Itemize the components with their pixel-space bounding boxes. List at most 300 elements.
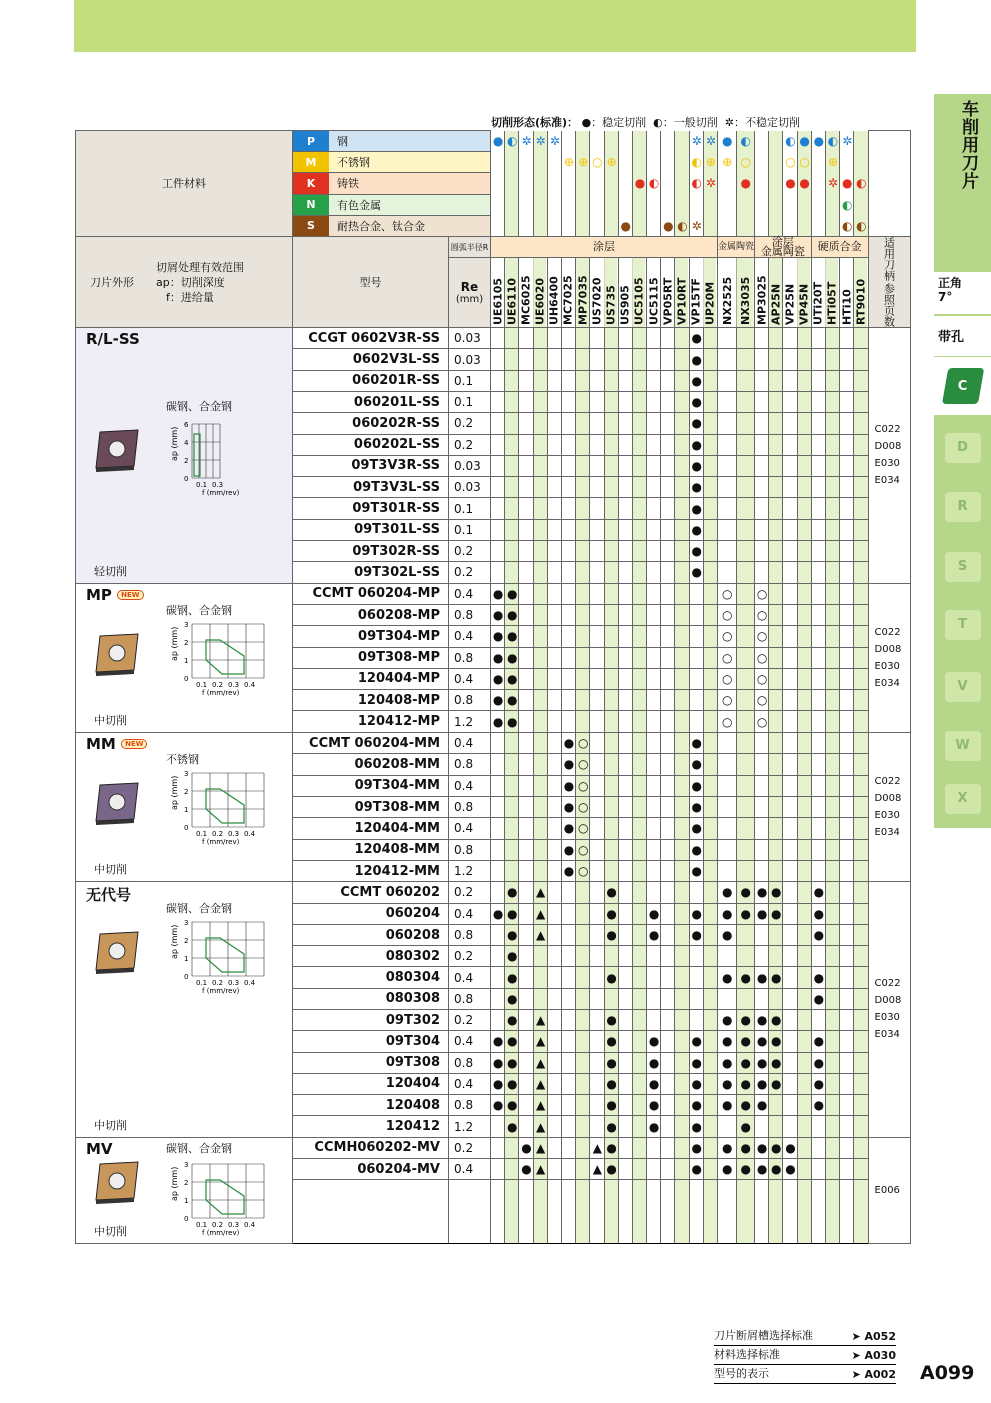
- chart-ap-tick: 2: [184, 787, 189, 796]
- grade-mark: [854, 988, 868, 1009]
- grade-mark: [797, 498, 811, 519]
- model-number[interactable]: 09T308: [293, 1052, 449, 1073]
- grade-mark: [675, 477, 689, 498]
- grade-mark: [783, 818, 797, 839]
- reference-page[interactable]: E034: [874, 1029, 900, 1041]
- model-number[interactable]: 0602V3L-SS: [293, 349, 449, 370]
- grade-mark: [547, 519, 561, 540]
- grade-mark: [840, 711, 854, 732]
- material-mark: ◐: [675, 215, 689, 236]
- grade-mark: [783, 434, 797, 455]
- grade-name: UE6105: [491, 258, 505, 328]
- grade-mark: [519, 946, 533, 967]
- grade-mark: [703, 477, 717, 498]
- grade-mark: [590, 626, 604, 647]
- grade-mark: [590, 775, 604, 796]
- grade-mark: [632, 1009, 646, 1030]
- grade-mark: [590, 1095, 604, 1116]
- grade-mark: [736, 498, 755, 519]
- grade-mark: [825, 1095, 839, 1116]
- grade-mark: ●: [604, 1095, 618, 1116]
- grade-mark: [769, 540, 783, 561]
- grade-mark: [590, 988, 604, 1009]
- grade-mark: ●: [689, 1095, 703, 1116]
- blank-cell: [675, 1222, 689, 1243]
- nav-link-material[interactable]: 材料选择标准 ➤ A030: [714, 1346, 896, 1365]
- grade-mark: ●: [505, 604, 519, 625]
- grade-mark: [491, 796, 505, 817]
- corner-radius: 0.1: [449, 519, 491, 540]
- reference-page[interactable]: C022: [874, 978, 901, 990]
- blank-cell: [718, 1222, 737, 1243]
- grade-mark: [811, 860, 825, 881]
- grade-mark: [661, 668, 675, 689]
- shape-tab-t[interactable]: [934, 595, 991, 653]
- grade-mark: [547, 668, 561, 689]
- grade-mark: [783, 1095, 797, 1116]
- material-name: 不锈钢: [329, 152, 490, 172]
- blank-cell: [825, 1201, 839, 1222]
- grade-mark: ●: [491, 903, 505, 924]
- model-number[interactable]: 09T304-MP: [293, 626, 449, 647]
- model-number[interactable]: 09T302L-SS: [293, 562, 449, 583]
- model-number[interactable]: 120412: [293, 1116, 449, 1137]
- grade-mark: ●: [718, 924, 737, 945]
- grade-mark: [590, 540, 604, 561]
- grade-mark: ▲: [533, 1031, 547, 1052]
- material-mark: [505, 194, 519, 215]
- model-number[interactable]: 120408: [293, 1095, 449, 1116]
- grade-mark: [854, 732, 868, 753]
- blank-cell: [449, 1180, 491, 1201]
- grade-mark: [797, 626, 811, 647]
- range-label: 切屑处理有效范围: [156, 260, 244, 274]
- material-mark: [718, 173, 737, 194]
- grade-mark: [576, 328, 590, 349]
- reference-page[interactable]: E006: [874, 1184, 900, 1196]
- holder-label: 适用刀柄: [882, 237, 896, 282]
- grade-mark: [797, 839, 811, 860]
- grade-mark: [718, 818, 737, 839]
- grade-mark: [491, 860, 505, 881]
- grade-mark: [590, 349, 604, 370]
- grade-mark: [675, 328, 689, 349]
- grade-mark: [840, 839, 854, 860]
- grade-mark: [604, 839, 618, 860]
- model-number[interactable]: 060201R-SS: [293, 370, 449, 391]
- grade-mark: [675, 540, 689, 561]
- grade-mark: [505, 519, 519, 540]
- grade-mark: [604, 796, 618, 817]
- grade-mark: ●: [689, 1052, 703, 1073]
- grade-mark: [561, 1052, 575, 1073]
- grade-mark: [647, 775, 661, 796]
- grade-mark: [618, 498, 632, 519]
- shape-tab-c[interactable]: [934, 357, 991, 415]
- grade-mark: [703, 1116, 717, 1137]
- material-mark: [576, 194, 590, 215]
- material-mark: [632, 131, 646, 152]
- reference-page[interactable]: D008: [874, 643, 902, 655]
- model-number[interactable]: 080308: [293, 988, 449, 1009]
- grade-mark: [590, 818, 604, 839]
- grade-mark: [675, 839, 689, 860]
- reference-page[interactable]: E034: [874, 677, 900, 689]
- model-number[interactable]: CCMH060202-MV: [293, 1137, 449, 1158]
- reference-page[interactable]: E030: [874, 458, 900, 470]
- grade-mark: ▲: [533, 1073, 547, 1094]
- grade-mark: [519, 1031, 533, 1052]
- material-mark: [547, 194, 561, 215]
- grade-mark: ○: [718, 668, 737, 689]
- grade-mark: [576, 1116, 590, 1137]
- grade-mark: ▲: [533, 903, 547, 924]
- corner-radius: 0.8: [449, 647, 491, 668]
- grade-mark: [576, 1158, 590, 1179]
- blank-cell: [561, 1201, 575, 1222]
- model-number[interactable]: 060208: [293, 924, 449, 945]
- grade-mark: [505, 455, 519, 476]
- reference-page[interactable]: E030: [874, 1012, 900, 1024]
- reference-page[interactable]: E030: [874, 810, 900, 822]
- model-number[interactable]: CCMT 060202: [293, 882, 449, 903]
- shape-tab-x[interactable]: [934, 769, 991, 827]
- shape-tab-s[interactable]: [934, 537, 991, 595]
- model-number[interactable]: 120408-MM: [293, 839, 449, 860]
- grade-mark: ●: [689, 1158, 703, 1179]
- grade-mark: [797, 754, 811, 775]
- grade-name: AP25N: [769, 258, 783, 328]
- grade-mark: [647, 604, 661, 625]
- grade-mark: [661, 477, 675, 498]
- chart-f-tick: 0.1: [196, 979, 208, 988]
- model-number[interactable]: 09T302R-SS: [293, 540, 449, 561]
- grade-mark: [675, 903, 689, 924]
- grade-mark: ●: [519, 1137, 533, 1158]
- model-number[interactable]: CCMT 060204-MP: [293, 583, 449, 604]
- blank-cell: [797, 1201, 811, 1222]
- model-number[interactable]: 09T301R-SS: [293, 498, 449, 519]
- grade-mark: [618, 1031, 632, 1052]
- grade-mark: [618, 732, 632, 753]
- material-name: 钢: [329, 131, 490, 151]
- material-mark: [854, 194, 868, 215]
- model-number[interactable]: 120412-MP: [293, 711, 449, 732]
- grade-mark: [604, 754, 618, 775]
- grade-mark: [854, 434, 868, 455]
- material-mark: ◐: [689, 152, 703, 173]
- grade-mark: [519, 1073, 533, 1094]
- material-tag: S: [293, 216, 329, 236]
- grade-mark: [576, 711, 590, 732]
- grade-mark: [811, 498, 825, 519]
- reference-page[interactable]: E034: [874, 827, 900, 839]
- grade-mark: [604, 370, 618, 391]
- model-number[interactable]: 09T308-MM: [293, 796, 449, 817]
- grade-mark: [703, 604, 717, 625]
- grade-mark: [561, 1009, 575, 1030]
- grade-mark: [769, 988, 783, 1009]
- model-number[interactable]: 120408-MP: [293, 690, 449, 711]
- grade-mark: [590, 903, 604, 924]
- model-number[interactable]: 060208-MM: [293, 754, 449, 775]
- model-number[interactable]: 09T3V3L-SS: [293, 477, 449, 498]
- nav-link-chipbreaker[interactable]: 刀片断屑槽选择标准 ➤ A052: [714, 1327, 896, 1346]
- grade-mark: [647, 562, 661, 583]
- model-number[interactable]: 060208-MP: [293, 604, 449, 625]
- grade-mark: [840, 668, 854, 689]
- chipbreaker-chart: [168, 769, 278, 846]
- shape-tab-v[interactable]: [934, 657, 991, 715]
- insert-row: [76, 882, 911, 903]
- grade-mark: [547, 967, 561, 988]
- grade-mark: [825, 839, 839, 860]
- material-mark: [519, 152, 533, 173]
- grade-mark: [632, 434, 646, 455]
- grade-mark: [736, 796, 755, 817]
- grade-mark: [604, 668, 618, 689]
- grade-mark: [561, 498, 575, 519]
- reference-page[interactable]: C022: [874, 776, 901, 788]
- grade-mark: [675, 562, 689, 583]
- grade-mark: [547, 711, 561, 732]
- header-band: [74, 0, 916, 52]
- grade-mark: [533, 711, 547, 732]
- blank-cell: [769, 1201, 783, 1222]
- reference-page[interactable]: C022: [874, 626, 901, 638]
- material-mark: ⊕: [825, 152, 839, 173]
- blank-cell: [689, 1222, 703, 1243]
- model-number[interactable]: 080302: [293, 946, 449, 967]
- grade-mark: [647, 690, 661, 711]
- grade-mark: [718, 1116, 737, 1137]
- grade-mark: [661, 882, 675, 903]
- blank-cell: [647, 1201, 661, 1222]
- grade-mark: [854, 860, 868, 881]
- grade-name: US7020: [590, 258, 604, 328]
- chart-f-axis: f (mm/rev): [202, 987, 240, 996]
- grade-mark: [661, 818, 675, 839]
- corner-radius: 0.03: [449, 349, 491, 370]
- grade-mark: [618, 1009, 632, 1030]
- blank-cell: [618, 1222, 632, 1243]
- material-p: [293, 131, 491, 152]
- corner-radius: 0.2: [449, 1009, 491, 1030]
- grade-mark: ●: [718, 882, 737, 903]
- material-mark: ●: [811, 131, 825, 152]
- grade-mark: ●: [647, 1116, 661, 1137]
- blank-cell: [604, 1180, 618, 1201]
- grade-mark: ●: [561, 754, 575, 775]
- material-mark: ✲: [519, 131, 533, 152]
- grade-mark: [825, 562, 839, 583]
- grade-mark: ○: [718, 604, 737, 625]
- grade-mark: [533, 732, 547, 753]
- grade-mark: [703, 1158, 717, 1179]
- insert-row: [76, 1137, 911, 1158]
- grade-mark: [797, 434, 811, 455]
- model-number[interactable]: 09T301L-SS: [293, 519, 449, 540]
- material-mark: [811, 194, 825, 215]
- shape-tab-label: R: [957, 498, 968, 514]
- model-number[interactable]: 060202R-SS: [293, 413, 449, 434]
- model-number[interactable]: 060202L-SS: [293, 434, 449, 455]
- grade-mark: [854, 647, 868, 668]
- blank-cell: [618, 1201, 632, 1222]
- grade-mark: ●: [519, 1158, 533, 1179]
- grade-mark: ●: [689, 328, 703, 349]
- model-number[interactable]: 120404-MM: [293, 818, 449, 839]
- model-number[interactable]: 09T3V3R-SS: [293, 455, 449, 476]
- shape-tab-r[interactable]: [934, 477, 991, 535]
- grade-mark: [618, 1116, 632, 1137]
- chart-ap-axis: ap (mm): [170, 775, 179, 810]
- grade-mark: [632, 498, 646, 519]
- grade-mark: [703, 455, 717, 476]
- grade-mark: ●: [755, 903, 769, 924]
- model-number[interactable]: 120404-MP: [293, 668, 449, 689]
- model-number[interactable]: 080304: [293, 967, 449, 988]
- grade-mark: [533, 604, 547, 625]
- model-number[interactable]: 09T304: [293, 1031, 449, 1052]
- model-number[interactable]: 09T308-MP: [293, 647, 449, 668]
- grade-mark: [519, 562, 533, 583]
- reference-page[interactable]: D008: [874, 995, 902, 1007]
- blank-cell: [604, 1201, 618, 1222]
- material-mark: [811, 173, 825, 194]
- model-number[interactable]: CCGT 0602V3R-SS: [293, 328, 449, 349]
- grade-mark: ●: [604, 903, 618, 924]
- material-mark: [675, 173, 689, 194]
- grade-mark: [769, 519, 783, 540]
- corner-radius: 0.1: [449, 498, 491, 519]
- material-mark: [675, 131, 689, 152]
- grade-mark: [561, 903, 575, 924]
- model-number[interactable]: 060204-MV: [293, 1158, 449, 1179]
- grade-mark: [797, 349, 811, 370]
- grade-mark: [505, 540, 519, 561]
- grade-mark: [647, 647, 661, 668]
- grade-mark: ●: [755, 882, 769, 903]
- grade-mark: [519, 477, 533, 498]
- grade-mark: [736, 754, 755, 775]
- blank-cell: [505, 1180, 519, 1201]
- reference-page[interactable]: E034: [874, 475, 900, 487]
- grade-mark: [755, 775, 769, 796]
- grade-mark: [632, 1052, 646, 1073]
- grade-mark: [590, 924, 604, 945]
- grade-name: MC7025: [561, 258, 575, 328]
- blank-cell: [533, 1201, 547, 1222]
- grade-mark: ●: [647, 924, 661, 945]
- grade-mark: [533, 455, 547, 476]
- grade-mark: ●: [604, 1073, 618, 1094]
- chart-ap-tick: 2: [184, 638, 189, 647]
- blank-cell: [449, 1201, 491, 1222]
- grade-mark: [689, 1009, 703, 1030]
- grade-mark: ●: [647, 903, 661, 924]
- blank-cell: [632, 1222, 646, 1243]
- grade-mark: [661, 583, 675, 604]
- grade-mark: [547, 455, 561, 476]
- grade-mark: [533, 519, 547, 540]
- material-mark: ●: [661, 215, 675, 236]
- grade-mark: [797, 1158, 811, 1179]
- reference-page[interactable]: D008: [874, 793, 902, 805]
- grade-mark: [647, 818, 661, 839]
- grade-mark: [661, 328, 675, 349]
- grade-mark: ●: [505, 1052, 519, 1073]
- model-number[interactable]: 060204: [293, 903, 449, 924]
- grade-mark: [783, 391, 797, 412]
- nav-link-designation[interactable]: 型号的表示 ➤ A002: [714, 1365, 896, 1384]
- shape-tab-w[interactable]: [934, 716, 991, 774]
- grade-mark: [825, 604, 839, 625]
- material-mark: [675, 194, 689, 215]
- grade-mark: [505, 1137, 519, 1158]
- grade-mark: [519, 1009, 533, 1030]
- grade-name: RT9010: [854, 258, 868, 328]
- model-number[interactable]: CCMT 060204-MM: [293, 732, 449, 753]
- grade-mark: [661, 498, 675, 519]
- grade-mark: [576, 668, 590, 689]
- corner-radius: 0.2: [449, 540, 491, 561]
- model-number[interactable]: 060201L-SS: [293, 391, 449, 412]
- material-mark: [755, 173, 769, 194]
- grade-mark: [769, 455, 783, 476]
- grade-mark: [769, 391, 783, 412]
- grade-mark: [632, 946, 646, 967]
- reference-page[interactable]: C022: [874, 424, 901, 436]
- material-mark: ◐: [505, 131, 519, 152]
- model-number[interactable]: 120412-MM: [293, 860, 449, 881]
- grade-mark: [840, 1073, 854, 1094]
- grade-mark: [547, 498, 561, 519]
- shape-tab-label: C: [957, 378, 968, 394]
- grade-mark: [736, 349, 755, 370]
- chart-f-axis: f (mm/rev): [202, 1228, 240, 1237]
- grade-mark: [661, 391, 675, 412]
- grade-mark: [797, 967, 811, 988]
- material-mark: [533, 152, 547, 173]
- grade-mark: [755, 391, 769, 412]
- blank-cell: [491, 1180, 505, 1201]
- grade-mark: [632, 732, 646, 753]
- grade-mark: [632, 1073, 646, 1094]
- grade-mark: [840, 1031, 854, 1052]
- grade-mark: [604, 349, 618, 370]
- shape-tab-d[interactable]: [934, 418, 991, 476]
- chart-ap-tick: 0: [184, 674, 189, 683]
- corner-radius: 0.4: [449, 818, 491, 839]
- grade-mark: [661, 967, 675, 988]
- model-number[interactable]: 09T302: [293, 1009, 449, 1030]
- grade-mark: [783, 796, 797, 817]
- grade-mark: [769, 583, 783, 604]
- reference-page[interactable]: E030: [874, 660, 900, 672]
- corner-radius: 0.2: [449, 562, 491, 583]
- grade-mark: ▲: [533, 1095, 547, 1116]
- grade-mark: [533, 860, 547, 881]
- model-number[interactable]: 120404: [293, 1073, 449, 1094]
- corner-radius: 0.1: [449, 370, 491, 391]
- reference-page[interactable]: D008: [874, 441, 902, 453]
- grade-mark: [547, 349, 561, 370]
- material-mark: [547, 215, 561, 236]
- grade-mark: [736, 328, 755, 349]
- model-number[interactable]: 09T304-MM: [293, 775, 449, 796]
- grade-mark: [547, 818, 561, 839]
